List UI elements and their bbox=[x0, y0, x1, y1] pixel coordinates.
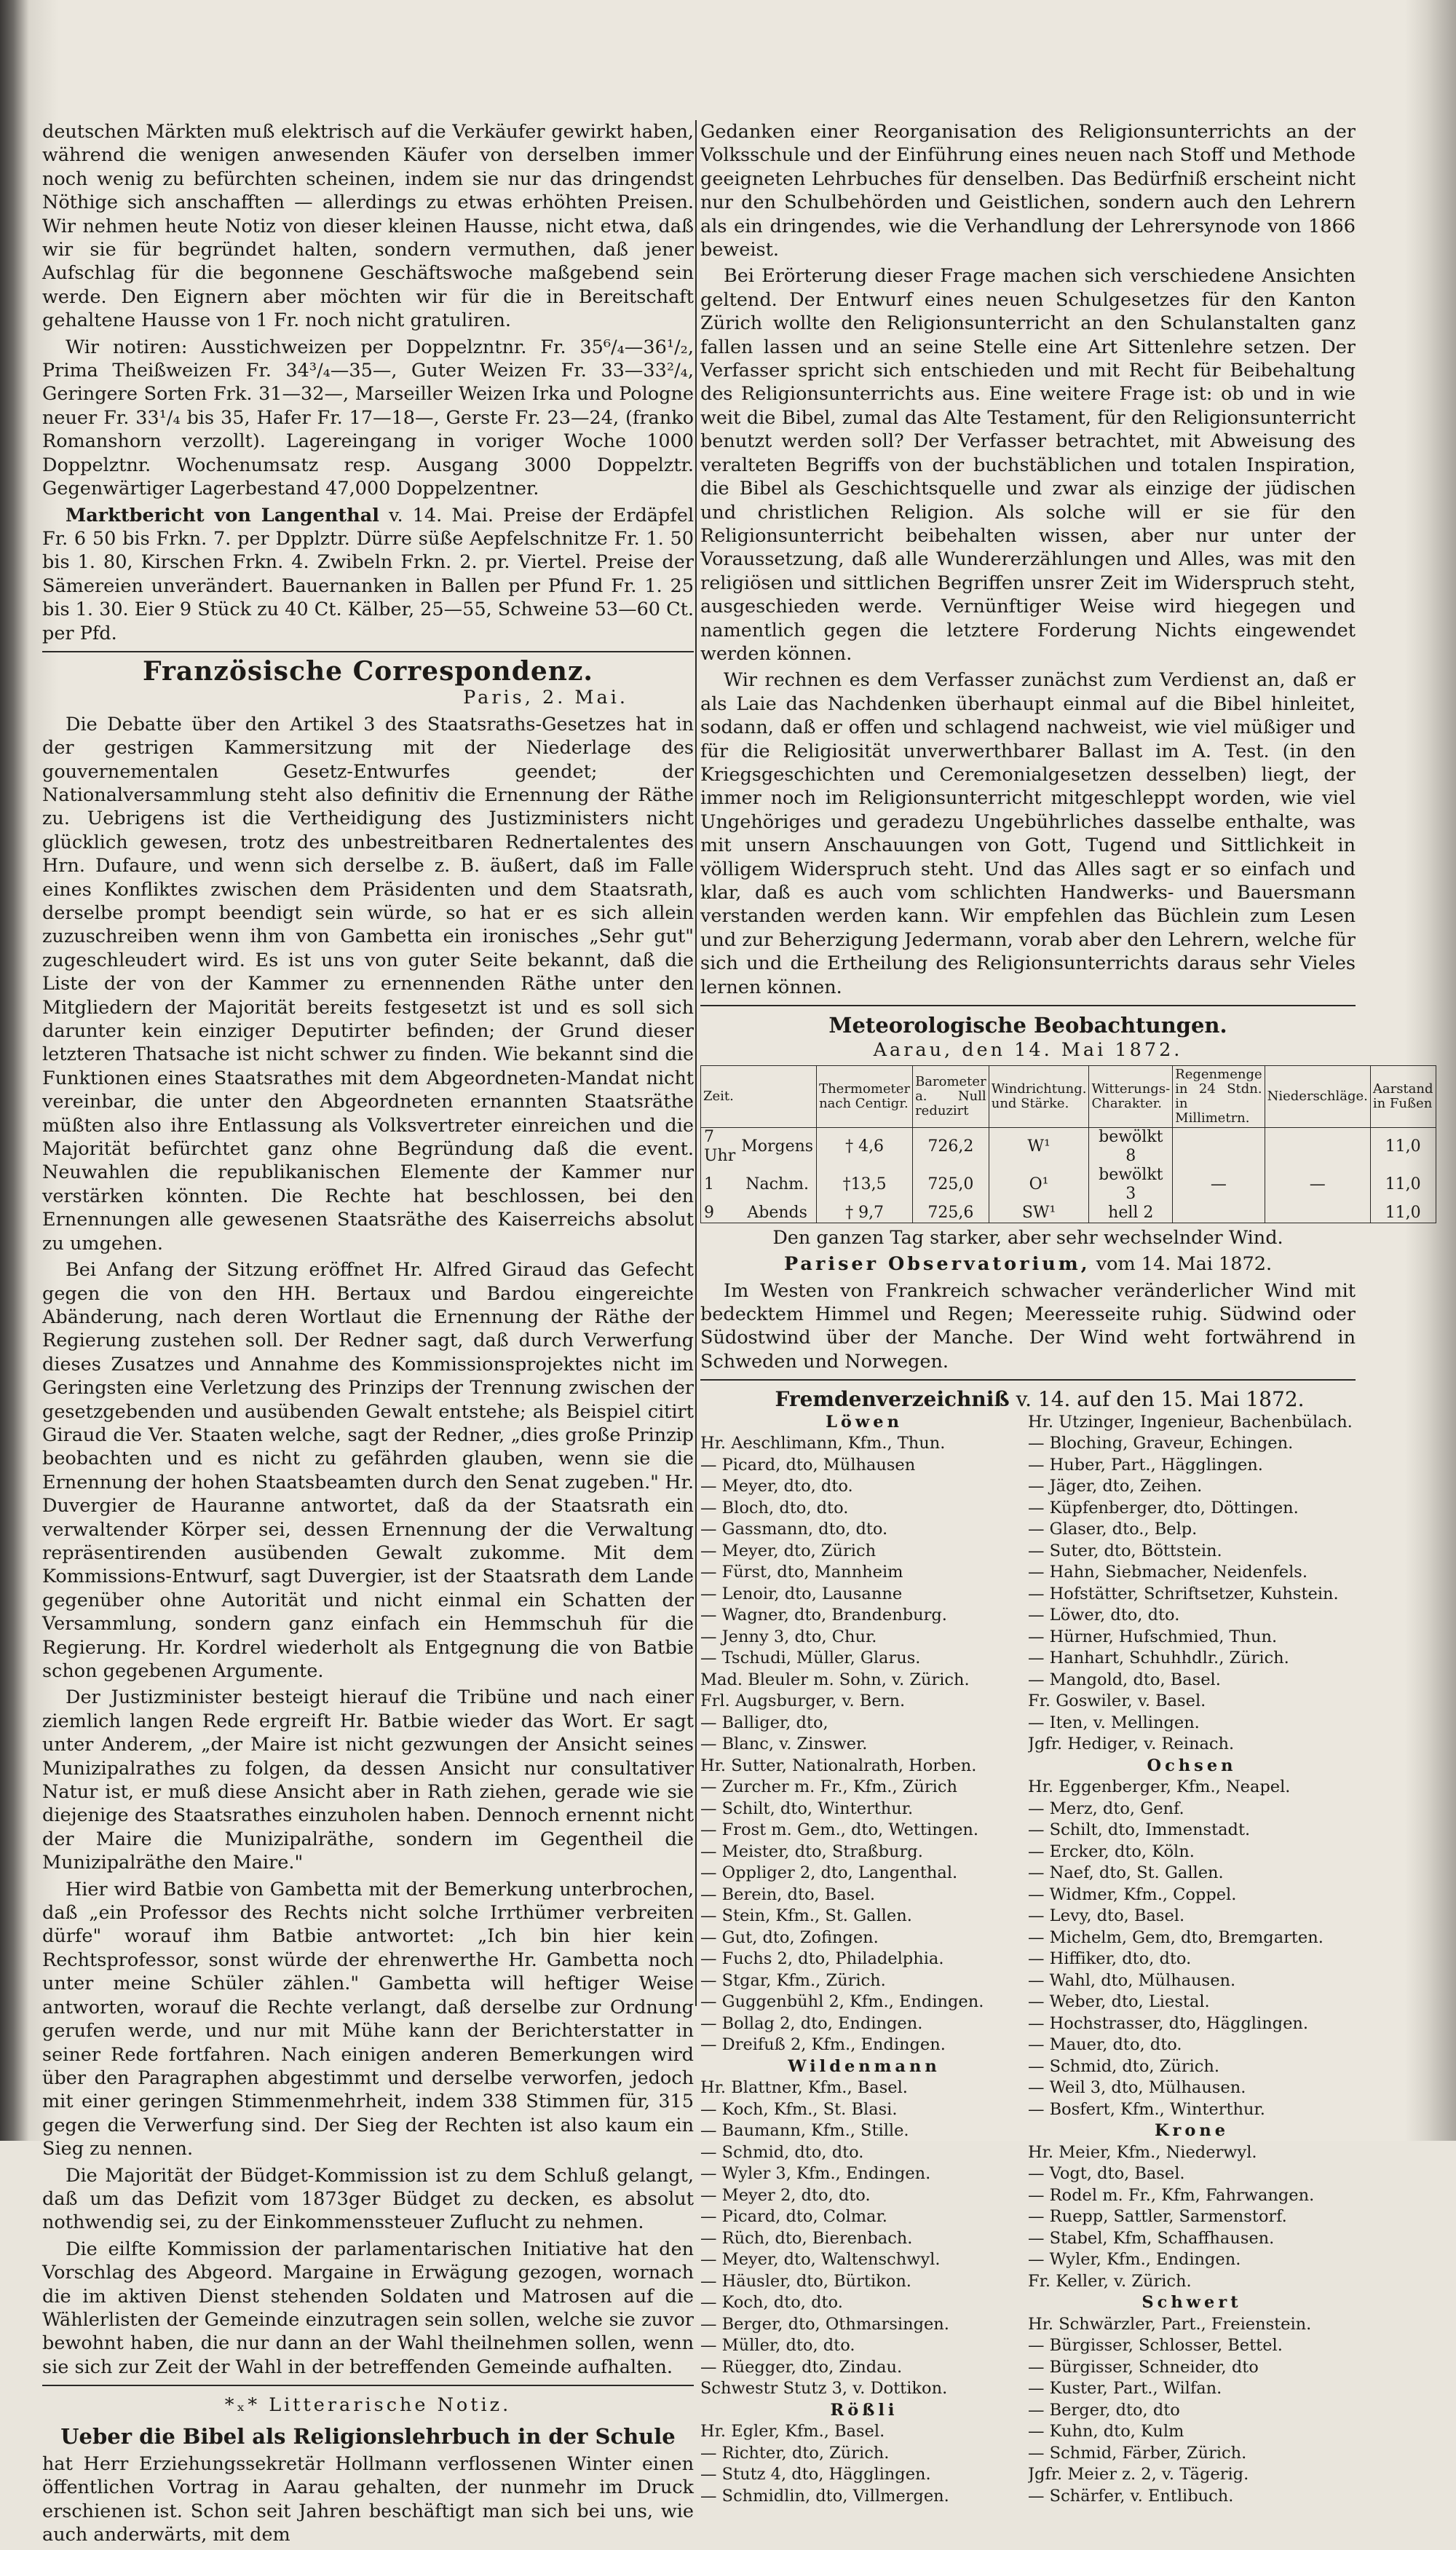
visitor-list-dates: v. 14. auf den 15. Mai 1872. bbox=[1016, 1387, 1305, 1412]
list-item: — Stein, Kfm., St. Gallen. bbox=[700, 1906, 912, 1926]
column-divider bbox=[695, 120, 697, 2006]
table-cell: 725,0 bbox=[913, 1166, 989, 1204]
list-item: — Stutz 4, dto, Hägglingen. bbox=[700, 2465, 931, 2484]
table-cell: bewölkt 8 bbox=[1089, 1127, 1173, 1166]
list-item: — Stgar, Kfm., Zürich. bbox=[700, 1970, 886, 1990]
visitor-list bbox=[700, 1412, 1356, 2508]
list-item: — Meyer, dto, Zürich bbox=[700, 1541, 877, 1560]
literary-note-title: *ₓ* Litterarische Notiz. bbox=[224, 2394, 512, 2417]
bible-article-paragraph: hat Herr Erziehungssekretär Hollmann verflossenen Winter einen öffentlichen Vortrag in Aarau gehalten, der nunmehr im Druck erschienen ist. Schon seit Jahren beschäftigt man sich bei uns, wie auch anderwärts, mit dem bbox=[42, 2453, 694, 2546]
list-item: Mad. Bleuler m. Sohn, v. Zürich. bbox=[700, 1670, 970, 1689]
list-item: — Iten, v. Mellingen. bbox=[1028, 1713, 1200, 1732]
list-item: — Guggenbühl 2, Kfm., Endingen. bbox=[700, 1992, 984, 2012]
table-cell: 726,2 bbox=[913, 1127, 989, 1166]
list-item: — Meyer, dto, Waltenschwyl. bbox=[700, 2250, 941, 2270]
list-item: — Richter, dto, Zürich. bbox=[700, 2443, 890, 2463]
table-cell: — bbox=[1173, 1166, 1265, 1204]
table-cell: Morgens bbox=[738, 1127, 816, 1166]
list-item: — Mauer, dto, dto. bbox=[1028, 2035, 1182, 2055]
bible-article-continued: Gedanken einer Reorganisation des Religionsunterrichts an der Volksschule und der Einführung eines neuen nach Stoff und Methode geeigneten Lehrbuches für denselben. Das Bedürfniß erscheint nicht nur den Schulbehörden und Geistlichen, sondern auch den Lehrern als ein dringendes, wie die Verhandlung der Lehrersynode von 1866 beweist. bbox=[700, 121, 1356, 261]
visitor-list-left bbox=[700, 1412, 1028, 2508]
list-item: — Schmidlin, dto, Villmergen. bbox=[700, 2486, 949, 2506]
correspondence-dateline: Paris, 2. Mai. bbox=[463, 687, 628, 709]
list-item: — Picard, dto, Mülhausen bbox=[700, 1455, 916, 1475]
market-intro: deutschen Märkten muß elektrisch auf die Verkäufer gewirkt haben, während die wenigen anwesenden Käufer von derselben immer noch wenig zu befürchten scheinen, indem sie nur das dringendst Nöthige sich anschafften — allerdings zu etwas erhöhten Preisen. Wir nehmen heute Notiz von dieser kleinen Hausse, nicht etwa, daß wir sie für begründet halten, sondern vermuthen, daß jener Aufschlag für die begonnene Geschäftswoche maßgebend sein werde. Den Eignern aber möchten wir für die in Bereitschaft gehaltene Hausse von 1 Fr. noch nicht gratuliren. bbox=[42, 121, 694, 332]
list-item: — Fuchs 2, dto, Philadelphia. bbox=[700, 1949, 944, 1969]
table-cell: † 9,7 bbox=[817, 1204, 913, 1223]
table-header: Barometer a. Null reduzirt bbox=[913, 1065, 989, 1127]
table-cell: SW¹ bbox=[989, 1204, 1089, 1223]
table-header: Regenmenge in 24 Stdn. in Millimetrn. bbox=[1173, 1065, 1265, 1127]
table-cell: O¹ bbox=[989, 1166, 1089, 1204]
list-item: Schwestr Stutz 3, v. Dottikon. bbox=[700, 2379, 948, 2399]
list-item: — Michelm, Gem, dto, Bremgarten. bbox=[1028, 1927, 1324, 1947]
list-item: — Kuster, Part., Wilfan. bbox=[1028, 2379, 1222, 2399]
list-item: — Suter, dto, Böttstein. bbox=[1028, 1541, 1222, 1560]
meteorology-place: Aarau, den 14. Mai 1872. bbox=[873, 1039, 1183, 1062]
list-item: Hr. Schwärzler, Part., Freienstein. bbox=[1028, 2314, 1312, 2334]
list-item: — Lenoir, dto, Lausanne bbox=[700, 1584, 903, 1603]
list-item: — Löwer, dto, dto. bbox=[1028, 1606, 1180, 1625]
section-rule bbox=[42, 651, 694, 652]
table-header: Thermometer nach Centigr. bbox=[817, 1065, 913, 1127]
list-item: — Bosfert, Kfm., Winterthur. bbox=[1028, 2099, 1265, 2119]
table-cell: 11,0 bbox=[1370, 1204, 1436, 1223]
list-item: — Bollag 2, dto, Endingen. bbox=[700, 2013, 923, 2033]
table-cell: 7 Uhr bbox=[701, 1127, 739, 1166]
list-item: — Dreifuß 2, Kfm., Endingen. bbox=[700, 2035, 946, 2055]
list-item: Jgfr. Hediger, v. Reinach. bbox=[1028, 1734, 1235, 1754]
list-item: — Häusler, dto, Bürtikon. bbox=[700, 2271, 911, 2291]
list-item: — Schmid, dto, Zürich. bbox=[1028, 2056, 1220, 2076]
list-item: — Hofstätter, Schriftsetzer, Kuhstein. bbox=[1028, 1584, 1339, 1603]
visitor-list-heading: Fremdenverzeichniß bbox=[775, 1387, 1010, 1412]
table-row bbox=[701, 1166, 1436, 1204]
meteorology-table-body bbox=[701, 1127, 1436, 1223]
list-item: — Merz, dto, Genf. bbox=[1028, 1799, 1184, 1818]
bible-article-paragraph: Wir rechnen es dem Verfasser zunächst zum Verdienst an, daß er als Laie das Nachdenken überhaupt einmal auf die Bibel hinleitet, sodann, daß er offen und schlagend nachweist, wie viel müßiger und für die Religiosität unverwerthbarer Ballast im A. Test. (in den Kriegsgeschichten und Ceremonialgesetzen desselben) liegt, der immer noch im Religionsunterricht mitgeschleppt worden, wie viel Ungehöriges und geradezu Ungebührliches dasselbe enthalte, was mit unsern Anschauungen von Gott, Tugend und Sittlichkeit in völligem Widerspruch steht. Und das Alles sagt er so einfach und klar, daß es auch vom schlichten Handwerks- und Bauersmann verstanden werden kann. Wir empfehlen das Büchlein zum Lesen und zur Beherzigung Jedermann, vorab aber den Lehrern, welche für sich und die Ertheilung des Religionsunterrichts daraus sehr Vieles lernen können. bbox=[700, 669, 1356, 998]
hotel-heading: Krone bbox=[1154, 2121, 1230, 2141]
list-item: — Bürgisser, Schlosser, Bettel. bbox=[1028, 2336, 1283, 2356]
market-notes: Wir notiren: Ausstichweizen per Doppelzntnr. Fr. 35⁶/₄—36¹/₂, Prima Theißweizen Fr. 34³/₄—35—, Guter Weizen Fr. 33—33²/₄, Geringere Sorten Frk. 31—32—, Marseiller Weizen Irka und Pologne neuer Fr. 33¹/₄ bis 35, Hafer Fr. 17—18—, Gerste Fr. 23—24, (franko Romanshorn verzollt). Lagereingang in voriger Woche 1000 Doppelztnr. Wochenumsatz resp. Ausgang 3000 Doppelztr. Gegenwärtiger Lagerbestand 47,000 Doppelzentner. bbox=[42, 336, 694, 500]
list-item: — Zurcher m. Fr., Kfm., Zürich bbox=[700, 1777, 957, 1797]
hotel-heading: Schwert bbox=[1142, 2293, 1242, 2313]
table-cell: Nachm. bbox=[738, 1166, 816, 1204]
meteorology-note: Den ganzen Tag starker, aber sehr wechselnder Wind. bbox=[772, 1226, 1283, 1249]
table-cell: † 4,6 bbox=[817, 1127, 913, 1166]
table-cell: hell 2 bbox=[1089, 1204, 1173, 1223]
list-item: — Oppliger 2, dto, Langenthal. bbox=[700, 1863, 958, 1883]
list-item: — Jenny 3, dto, Chur. bbox=[700, 1627, 877, 1646]
table-header: Zeit. bbox=[701, 1065, 817, 1127]
list-item: Hr. Eggenberger, Kfm., Neapel. bbox=[1028, 1777, 1291, 1797]
table-header-row bbox=[701, 1065, 1436, 1127]
list-item: — Tschudi, Müller, Glarus. bbox=[700, 1649, 921, 1668]
list-item: — Rüch, dto, Bierenbach. bbox=[700, 2228, 913, 2248]
correspondence-paragraph: Bei Anfang der Sitzung eröffnet Hr. Alfred Giraud das Gefecht gegen die von den HH. Bertaux und Bardou eingereichte Abänderung, nach deren Wortlaut die Ernennung der Räthe der Regierung zustehen soll. Der Redner sagt, daß durch Verwerfung dieses Zusatzes und Annahme des Kommissionsprojektes nicht im Geringsten eine Verletzung des Prinzips der Trennung zwischen der gesetzgebenden und ausübenden Gewalt entstehe; als Beispiel citirt Giraud die Ver. Staaten welche, sagt der Redner, „dies große Prinzip beobachten und es nicht zu gefährden glauben, wenn sie die Ernennung der hohen Staatsbeamten durch den Senat zugeben." Hr. Duvergier de Hauranne antwortet, daß da der Staatsrath ein verwaltender Körper sei, dessen Ernennung der die Verwaltung repräsentirenden ausübenden Gewalt zukomme. Mit dem Kommissions-Entwurf, sagt Duvergier, ist der Staatsrath dem Lande gegenüber ohne Autorität und nicht einmal ein Schatten der Versammlung, sondern ganz einfach ein Hemmschuh für die Regierung. Hr. Kordrel wiederholt als Entgegnung die von Batbie schon gegebenen Argumente. bbox=[42, 1259, 694, 1682]
list-item: — Hahn, Siebmacher, Neidenfels. bbox=[1028, 1563, 1307, 1582]
list-item: — Müller, dto, dto. bbox=[700, 2336, 855, 2356]
table-cell: †13,5 bbox=[817, 1166, 913, 1204]
list-item: — Wyler 3, Kfm., Endingen. bbox=[700, 2164, 931, 2184]
table-header: Niederschläge. bbox=[1265, 1065, 1370, 1127]
list-item: — Levy, dto, Basel. bbox=[1028, 1906, 1185, 1926]
correspondence-paragraph: Die eilfte Kommission der parlamentarischen Initiative hat den Vorschlag des Abgeord. Margaine in Erwägung gezogen, wornach die im aktiven Dienst stehenden Soldaten und Matrosen auf die Wählerlisten der Gemeinde einzutragen sein sollen, welche sie zuvor bewohnt haben, die nur dann an der Wahl theilnehmen sollen, wenn sie sich zur Zeit der Wahl in der betreffenden Gemeinde aufhalten. bbox=[42, 2238, 694, 2378]
table-cell: 11,0 bbox=[1370, 1127, 1436, 1166]
list-item: — Hürner, Hufschmied, Thun. bbox=[1028, 1627, 1278, 1646]
hotel-heading: Ochsen bbox=[1147, 1756, 1237, 1775]
list-item: — Hochstrasser, dto, Hägglingen. bbox=[1028, 2013, 1309, 2033]
list-item: Jgfr. Meier z. 2, v. Tägerig. bbox=[1028, 2465, 1249, 2484]
list-item: Hr. Meier, Kfm., Niederwyl. bbox=[1028, 2142, 1257, 2162]
table-row bbox=[701, 1127, 1436, 1166]
table-header: Windrichtung. und Stärke. bbox=[989, 1065, 1089, 1127]
correspondence-title: Französische Correspondenz. bbox=[143, 655, 593, 687]
list-item: — Ruepp, Sattler, Sarmenstorf. bbox=[1028, 2207, 1287, 2227]
section-rule bbox=[700, 1005, 1356, 1006]
table-cell: W¹ bbox=[989, 1127, 1089, 1166]
list-item: Frl. Augsburger, v. Bern. bbox=[700, 1692, 906, 1711]
list-item: — Gassmann, dto, dto. bbox=[700, 1520, 888, 1539]
list-item: — Naef, dto, St. Gallen. bbox=[1028, 1863, 1224, 1883]
table-cell bbox=[1265, 1127, 1370, 1166]
list-item: Hr. Egler, Kfm., Basel. bbox=[700, 2422, 885, 2442]
list-item: — Weber, dto, Liestal. bbox=[1028, 1992, 1210, 2012]
list-item: — Jäger, dto, Zeihen. bbox=[1028, 1477, 1203, 1496]
table-header: Aarstand in Fußen bbox=[1370, 1065, 1436, 1127]
list-item: — Koch, Kfm., St. Blasi. bbox=[700, 2099, 898, 2119]
list-item: — Huber, Part., Hägglingen. bbox=[1028, 1455, 1263, 1475]
list-item: Fr. Goswiler, v. Basel. bbox=[1028, 1692, 1206, 1711]
paris-observatory-report: Im Westen von Frankreich schwacher veränderlicher Wind mit bedecktem Himmel und Regen; Meeresseite ruhig. Südwind oder Südostwind über der Manche. Der Wind weht fortwährend in Schweden und Norwegen. bbox=[700, 1279, 1356, 1373]
hotel-heading: Rößli bbox=[830, 2400, 898, 2420]
visitor-list-title bbox=[700, 1388, 1356, 1411]
list-item: — Ercker, dto, Köln. bbox=[1028, 1842, 1195, 1861]
table-cell: 725,6 bbox=[913, 1204, 989, 1223]
list-item: Hr. Sutter, Nationalrath, Horben. bbox=[700, 1756, 977, 1775]
list-item: — Berger, dto, Othmarsingen. bbox=[700, 2314, 949, 2334]
list-item: — Gut, dto, Zofingen. bbox=[700, 1927, 879, 1947]
hotel-heading: Wildenmann bbox=[788, 2056, 941, 2076]
list-item: — Meyer, dto, dto. bbox=[700, 1477, 853, 1496]
table-cell: Abends bbox=[738, 1204, 816, 1223]
list-item: — Balliger, dto, bbox=[700, 1713, 828, 1732]
section-rule bbox=[700, 1379, 1356, 1381]
list-item: — Bürgisser, Schneider, dto bbox=[1028, 2357, 1259, 2377]
correspondence-paragraph: Die Majorität der Büdget-Kommission ist zu dem Schluß gelangt, daß um das Defizit vom 1873ger Büdget zu decken, es absolut nothwendig sei, zu der Einkommenssteuer Zuflucht zu nehmen. bbox=[42, 2164, 694, 2234]
list-item: — Schärfer, v. Entlibuch. bbox=[1028, 2486, 1234, 2506]
list-item: — Rüegger, dto, Zindau. bbox=[700, 2357, 903, 2377]
list-item: — Meyer 2, dto, dto. bbox=[700, 2185, 871, 2205]
table-cell: — bbox=[1265, 1166, 1370, 1204]
section-rule bbox=[42, 2385, 694, 2386]
left-column bbox=[42, 120, 694, 2550]
list-item: Fr. Keller, v. Zürich. bbox=[1028, 2271, 1192, 2291]
list-item: — Schmid, Färber, Zürich. bbox=[1028, 2443, 1247, 2463]
bible-article-paragraph: Bei Erörterung dieser Frage machen sich verschiedene Ansichten geltend. Der Entwurf eines neuen Schulgesetzes für den Kanton Zürich wollte den Religionsunterricht an den Schulanstalten ganz fallen lassen und an seine Stelle eine Art Sittenlehre setzen. Der Verfasser spricht sich entschieden und mit Recht für Beibehaltung des Religionsunterrichts aus. Eine weitere Frage ist: ob und in wie weit die Bibel, zumal das Alte Testament, für den Religionsunterricht benutzt werden soll? Der Verfasser betrachtet, mit Abweisung des veralteten Begriffs von der buchstäblichen und totalen Inspiration, die Bibel als Geschichtsquelle und zwar als einzige der jüdischen und christlichen Religion. Als solche will er sie für den Religionsunterricht beibehalten wissen, aber nur unter der Voraussetzung, daß alle Wundererzählungen und Alles, was mit den religiösen und sittlichen Begriffen unsrer Zeit im Widerspruch steht, ausgeschieden werde. Vernünftiger Weise wird hiegegen und namentlich gegen die letztere Forderung Nichts eingewendet werden können. bbox=[700, 265, 1356, 665]
list-item: — Blanc, v. Zinswer. bbox=[700, 1734, 868, 1754]
list-item: — Kuhn, dto, Kulm bbox=[1028, 2422, 1184, 2442]
list-item: — Bloch, dto, dto. bbox=[700, 1498, 849, 1517]
paris-observatory-date: vom 14. Mai 1872. bbox=[1096, 1253, 1273, 1276]
meteorology-table bbox=[700, 1065, 1436, 1223]
list-item: — Weil 3, dto, Mülhausen. bbox=[1028, 2078, 1246, 2098]
list-item: — Wyler, Kfm., Endingen. bbox=[1028, 2250, 1241, 2270]
hotel-heading: Löwen bbox=[826, 1412, 903, 1432]
list-item: — Berein, dto, Basel. bbox=[700, 1884, 876, 1904]
list-item: — Bloching, Graveur, Echingen. bbox=[1028, 1434, 1294, 1453]
list-item: — Fürst, dto, Mannheim bbox=[700, 1563, 903, 1582]
list-item: Hr. Utzinger, Ingenieur, Bachenbülach. bbox=[1028, 1412, 1353, 1432]
list-item: — Wagner, dto, Brandenburg. bbox=[700, 1606, 947, 1625]
list-item: — Mangold, dto, Basel. bbox=[1028, 1670, 1221, 1689]
list-item: Hr. Aeschlimann, Kfm., Thun. bbox=[700, 1434, 946, 1453]
table-cell: bewölkt 3 bbox=[1089, 1166, 1173, 1204]
list-item: — Hanhart, Schuhhdlr., Zürich. bbox=[1028, 1649, 1289, 1668]
list-item: — Picard, dto, Colmar. bbox=[700, 2207, 887, 2227]
list-item: — Widmer, Kfm., Coppel. bbox=[1028, 1884, 1237, 1904]
list-item: Hr. Blattner, Kfm., Basel. bbox=[700, 2078, 908, 2098]
meteorology-title: Meteorologische Beobachtungen. bbox=[828, 1013, 1227, 1038]
correspondence-paragraph: Die Debatte über den Artikel 3 des Staatsraths-Gesetzes hat in der gestrigen Kammersitzung mit der Niederlage des gouvernementalen Gesetz-Entwurfes geendet; der Nationalversammlung steht also definitiv die Ernennung der Räthe zu. Uebrigens ist die Vertheidigung des Justizministers nicht glücklich gewesen, trotz des unbestreitbaren Rednertalentes des Hrn. Dufaure, und wenn sich derselbe z. B. äußert, daß im Falle eines Konfliktes zwischen dem Präsidenten und dem Staatsrath, derselbe prompt beendigt sein würde, so hat er es sich allein zuzuschreiben wenn ihm von Gambetta ein ironisches „Sehr gut" zugeschleudert wird. Es ist uns von guter Seite bekannt, daß die Liste der von der Kammer zu ernennenden Räthe unter den Mitgliedern der Majorität bereits festgesetzt ist und es soll sich darunter kein einziger Deputirter befinden; der Grund dieser letzteren Thatsache ist nicht schwer zu finden. Wie bekannt sind die Funktionen eines Staatsrathes mit dem Abgeordneten-Mandat nicht vereinbar, die unter den Abgeordneten ernannten Staatsräthe müßten also ihre Entlassung als Volksvertreter einreichen und die Majorität befürchtet ganz ohne Begründung daß die event. Neuwahlen die republikanischen Elemente der Kammer nur verstärken könnten. Die Rechte hat beschlossen, bei den Ernennungen alle gewesenen Staatsräthe des Kaiserreichs absolut zu umgehen. bbox=[42, 713, 694, 1255]
visitor-list-right bbox=[1028, 1412, 1356, 2508]
table-cell: 11,0 bbox=[1370, 1166, 1436, 1204]
bible-article-title: Ueber die Bibel als Religionslehrbuch in der Schule bbox=[60, 2423, 676, 2449]
list-item: — Vogt, dto, Basel. bbox=[1028, 2164, 1185, 2184]
list-item: — Baumann, Kfm., Stille. bbox=[700, 2121, 909, 2141]
list-item: — Rodel m. Fr., Kfm, Fahrwangen. bbox=[1028, 2185, 1315, 2205]
list-item: — Küpfenberger, dto, Döttingen. bbox=[1028, 1498, 1299, 1517]
paris-observatory-heading: Pariser Observatorium, bbox=[783, 1253, 1091, 1276]
correspondence-paragraph: Hier wird Batbie von Gambetta mit der Bemerkung unterbrochen, daß „ein Professor des Rechts nicht solche Irrthümer verbreiten dürfe" worauf ihm Batbie antwortet: „Ich bin hier kein Rechtsprofessor, sonst würde der ehrenwerthe Hr. Gambetta noch unter meine Schüler zählen." Gambetta will heftiger Weise antworten, worauf die Rechte verlangt, daß derselbe zur Ordnung gerufen werde, und nur mit Mühe kann der Berichterstatter in seiner Rede fortfahren. Nach einigen anderen Bemerkungen wird über den Paragraphen abgestimmt und derselbe verworfen, jedoch mit einer geringen Stimmenmehrheit, indem 338 Stimmen für, 315 gegen die Verwerfung sind. Der Sieg der Rechten ist also kaum ein Sieg zu nennen. bbox=[42, 1878, 694, 2160]
list-item: — Hiffiker, dto, dto. bbox=[1028, 1949, 1192, 1969]
langenthal-report bbox=[42, 504, 694, 645]
right-column bbox=[700, 120, 1433, 2507]
table-cell: 9 bbox=[701, 1204, 739, 1223]
langenthal-body: v. 14. Mai. Preise der Erdäpfel Fr. 6 50 bis Frkn. 7. per Dpplztr. Dürre süße Aepfelschnitze Fr. 1. 50 bis 1. 80, Kirschen Frkn. 4. Zwibeln Frkn. 2. pr. Viertel. Preise der Sämereien unverändert. Bauernanken in Ballen per Pfund Fr. 1. 25 bis 1. 30. Eier 9 Stück zu 40 Ct. Kälber, 25—55, Schweine 53—60 Ct. per Pfd. bbox=[42, 504, 695, 644]
langenthal-heading: Marktbericht von Langenthal bbox=[66, 504, 379, 526]
list-item: — Schilt, dto, Winterthur. bbox=[700, 1799, 914, 1818]
table-cell: 1 bbox=[701, 1166, 739, 1204]
list-item: — Glaser, dto., Belp. bbox=[1028, 1520, 1198, 1539]
list-item: — Koch, dto, dto. bbox=[700, 2293, 843, 2313]
table-cell bbox=[1173, 1204, 1265, 1223]
list-item: — Schmid, dto, dto. bbox=[700, 2142, 864, 2162]
table-header: Witterungs-Charakter. bbox=[1089, 1065, 1173, 1127]
list-item: — Berger, dto, dto bbox=[1028, 2400, 1180, 2420]
table-cell bbox=[1173, 1127, 1265, 1166]
list-item: — Stabel, Kfm, Schaffhausen. bbox=[1028, 2228, 1275, 2248]
list-item: — Meister, dto, Straßburg. bbox=[700, 1842, 923, 1861]
paris-observatory-line bbox=[700, 1252, 1356, 1276]
list-item: — Wahl, dto, Mülhausen. bbox=[1028, 1970, 1236, 1990]
table-cell bbox=[1265, 1204, 1370, 1223]
correspondence-paragraph: Der Justizminister besteigt hierauf die Tribüne und nach einer ziemlich langen Rede ergreift Hr. Batbie wieder das Wort. Er sagt unter Anderem, „der Maire ist nicht gezwungen der Ansicht seines Munizipalrathes zu folgen, da dessen Ansicht nur consultativer Natur ist, er muß diese Ansicht aber in Rath ziehen, gerade wie sie diejenige des Staatsrathes einzuholen haben. Dennoch ernennt nicht der Maire die Munizipalräthe, sondern im Gegentheil die Munizipalräthe den Maire." bbox=[42, 1686, 694, 1874]
list-item: — Frost m. Gem., dto, Wettingen. bbox=[700, 1820, 979, 1840]
table-row bbox=[701, 1204, 1436, 1223]
list-item: — Schilt, dto, Immenstadt. bbox=[1028, 1820, 1251, 1840]
